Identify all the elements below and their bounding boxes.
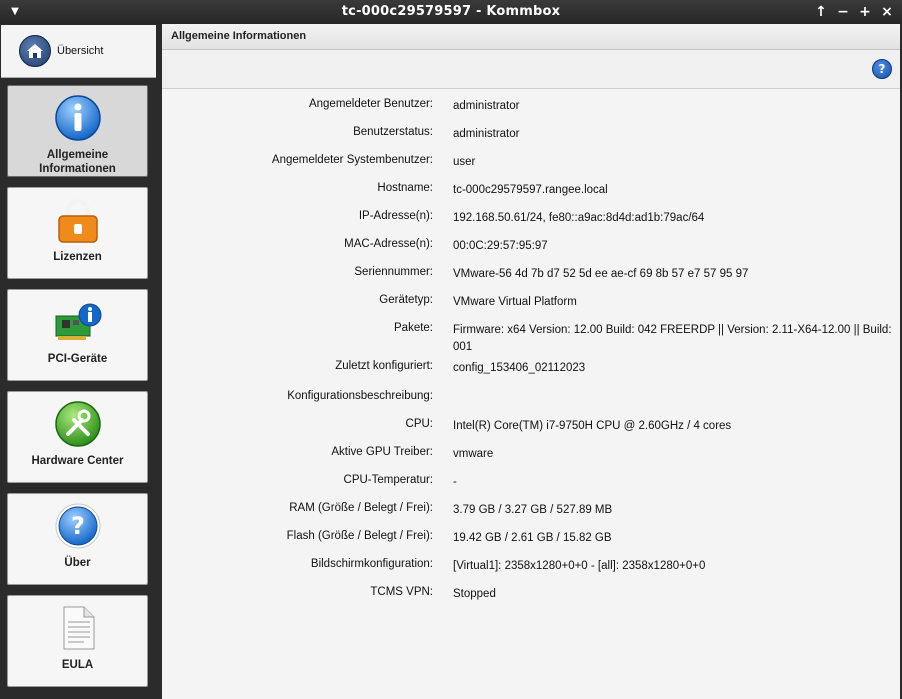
sidebar-item-label: Hardware Center (31, 455, 124, 467)
info-value: administrator (453, 100, 520, 112)
info-value: - (453, 476, 457, 488)
panel-title: Allgemeine Informationen (162, 24, 900, 50)
wrench-icon (54, 400, 102, 448)
info-value: administrator (453, 128, 520, 140)
info-key: Angemeldeter Benutzer: (308, 98, 433, 110)
info-key: Angemeldeter Systembenutzer: (271, 154, 433, 166)
info-key: MAC-Adresse(n): (344, 238, 433, 250)
sidebar (0, 24, 158, 699)
info-value: [Virtual1]: 2358x1280+0+0 - [all]: 2358x1280+0+0 (453, 560, 706, 572)
info-value: tc-000c29579597.rangee.local (453, 184, 608, 196)
info-key: Zuletzt konfiguriert: (335, 360, 433, 372)
sidebar-item-hardware-center[interactable] (7, 391, 148, 483)
sidebar-item-general-info[interactable] (7, 85, 148, 177)
info-value: VMware Virtual Platform (453, 296, 577, 308)
maximize-button[interactable]: + (859, 4, 871, 20)
toolbar (162, 50, 900, 89)
info-value: vmware (453, 448, 494, 460)
info-key: CPU: (405, 418, 433, 430)
info-value: Firmware: x64 Version: 12.00 Build: 042 FREERDP || Version: 2.11-X64-12.00 || Build: 001 (453, 324, 892, 353)
sidebar-item-label: Über (64, 557, 91, 569)
info-value: 192.168.50.61/24, fe80::a9ac:8d4d:ad1b:79ac/64 (453, 212, 705, 224)
window-menu-icon[interactable]: ▼ (11, 6, 19, 17)
pci-card-icon (54, 298, 102, 346)
info-key: Hostname: (377, 182, 433, 194)
title-bar (0, 0, 902, 24)
close-button[interactable]: × (881, 4, 893, 20)
window-title: tc-000c29579597 - Kommbox (341, 4, 561, 19)
minimize-button[interactable]: − (837, 4, 849, 20)
overview-label: Übersicht (57, 45, 104, 57)
info-key: Pakete: (394, 322, 433, 334)
info-key: Konfigurationsbeschreibung: (287, 390, 433, 402)
info-key: IP-Adresse(n): (358, 210, 433, 222)
document-icon (54, 604, 102, 652)
info-value: 19.42 GB / 2.61 GB / 15.82 GB (453, 532, 612, 544)
info-key: Benutzerstatus: (353, 126, 433, 138)
info-value: 00:0C:29:57:95:97 (453, 240, 548, 252)
sidebar-item-label: Lizenzen (53, 251, 102, 263)
home-icon (19, 35, 51, 67)
sidebar-item-licenses[interactable] (7, 187, 148, 279)
svg-text:?: ? (70, 512, 85, 540)
shade-button[interactable]: ↑ (815, 4, 827, 20)
info-value: Intel(R) Core(TM) i7-9750H CPU @ 2.60GHz / 4 cores (453, 420, 732, 432)
sidebar-item-eula[interactable] (7, 595, 148, 687)
sidebar-item-label: EULA (61, 659, 94, 671)
sidebar-item-label: Allgemeine Informationen (39, 149, 116, 175)
info-value: config_153406_02112023 (453, 362, 586, 374)
info-key: Bildschirmkonfiguration: (310, 558, 433, 570)
info-icon (54, 94, 102, 142)
main-panel (162, 24, 900, 699)
info-key: CPU-Temperatur: (343, 474, 433, 486)
info-value: VMware-56 4d 7b d7 52 5d ee ae-cf 69 8b 57 e7 57 95 97 (453, 268, 749, 280)
info-key: Aktive GPU Treiber: (331, 446, 433, 458)
info-key: Seriennummer: (354, 266, 433, 278)
info-value: user (453, 156, 476, 168)
sidebar-item-pci-devices[interactable] (7, 289, 148, 381)
lock-icon (54, 196, 102, 244)
sidebar-item-label: PCI-Geräte (47, 353, 108, 365)
info-key: TCMS VPN: (370, 586, 433, 598)
info-value: 3.79 GB / 3.27 GB / 527.89 MB (453, 504, 613, 516)
info-key: Flash (Größe / Belegt / Frei): (286, 530, 433, 542)
info-value: Stopped (453, 588, 496, 600)
info-key: Gerätetyp: (379, 294, 433, 306)
help-icon[interactable]: ? (872, 59, 892, 79)
overview-button[interactable] (1, 25, 156, 78)
sidebar-item-about[interactable] (7, 493, 148, 585)
info-key: RAM (Größe / Belegt / Frei): (289, 502, 433, 514)
question-icon (54, 502, 102, 550)
